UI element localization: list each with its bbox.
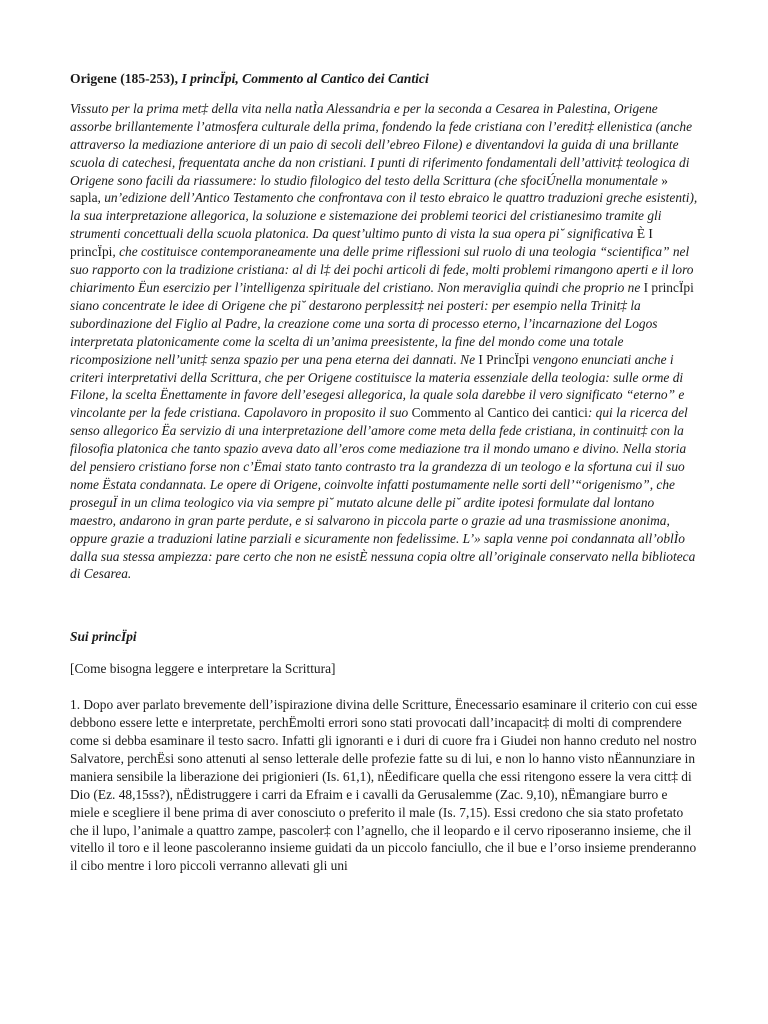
bracket-heading: [Come bisogna leggere e interpretare la Scrittura] bbox=[70, 661, 336, 677]
intro-upright-text: I princÏpi bbox=[640, 279, 694, 295]
intro-upright-text: » sapla bbox=[70, 172, 668, 206]
intro-text: , un’edizione dell’Antico Testamento che confrontava con il testo ebraico le quattro traduzioni greche esistenti), la sua interpretazione allegorica, la soluzione e sistemazione dei problemi teorici del cristianesimo tramite gli strumenti concettuali della scuola platonica. Da quest’ultimo punto di vista la sua opera pi˘ significativa bbox=[70, 190, 698, 242]
intro-upright-text: È I princÏpi bbox=[70, 226, 653, 260]
intro-text: Vissuto per la prima met‡ della vita nella natÌa Alessandria e per la seconda a Cesarea in Palestina, Origene assorbe brillantemente l’atmosfera culturale della prima, fondendo la fede cristiana con l’eredit‡ ellenistica (anche attraverso la mediazione anteriore di un paio di secoli dell’ebreo Filone) e diventandovi la guida di una brillante scuola di catechesi, frequentata anche da non cristiani. I punti di riferimento fondamentali dell’attivit‡ teologica di Origene sono facili da riassumere: lo studio filologico del testo della Scrittura (che sfociÚnella monumentale bbox=[70, 100, 693, 188]
intro-upright-text: I PrincÏpi bbox=[475, 351, 530, 367]
section-heading: Sui princÏpi bbox=[70, 629, 137, 645]
intro-paragraph bbox=[70, 100, 698, 583]
title-author: Origene (185-253), bbox=[70, 71, 178, 86]
intro-text: : qui la ricerca del senso allegorico Ëa servizio di una interpretazione dell’amore come meta della fede cristiana, in continuit‡ con la filosofia platonica che tanto spazio aveva dato all’eros come mediazione tra il mondo umano e divino. Nella storia del pensiero cristiano forse non c’Ëmai stato tanto contrasto tra la grandezza di un teologo e la sfortuna cui il suo nome Ëstata condannata. Le opere di Origene, coinvolte infatti postumamente nelle sorti dell’“origenismo”, che proseguÏ in un clima teologico via via sempre pi˘ mutato alcune delle pi˘ ardite ipotesi formulate dal lontano maestro, andarono in gran parte perdute, e si salvarono in piccola parte o grazie ad una trasmissione anonima, oppure grazie a traduzioni latine parziali e sicuramente non fedelissime. L’» sapla venne poi condannata all’oblÌo dalla sua stessa ampiezza: pare certo che non ne esistÈ nessuna copia oltre all’originale conservato nella biblioteca di Cesarea. bbox=[70, 405, 696, 582]
document-title bbox=[70, 70, 698, 88]
intro-upright-text: Commento al Cantico dei cantici bbox=[408, 405, 588, 421]
intro-text: vengono enunciati anche i criteri interpretativi della Scrittura, che per Origene costituisce la materia essenziale della teologia: sulle orme di Filone, la scelta Ënettamente in favore dell’esegesi allegorica, la quale sola darebbe il vero significato “eterno” e vincolante per la fede cristiana. Capolavoro in proposito il suo bbox=[70, 351, 685, 421]
title-work: I princÏpi, Commento al Cantico dei Cantici bbox=[181, 71, 429, 86]
intro-text: , che costituisce contemporaneamente una delle prime riflessioni sul ruolo di una teologia “scientifica” nel suo rapporto con la tradizione cristiana: al di l‡ dei pochi articoli di fede, molti problemi rimangono aperti e il loro chiarimento Ëun esercizio per l’intelligenza spirituale del cristiano. Non meraviglia quindi che proprio ne bbox=[70, 244, 694, 295]
body-paragraph: 1. Dopo aver parlato brevemente dell’ispirazione divina delle Scritture, Ënecessario esaminare il criterio con cui esse debbono essere lette e interpretate, perchËmolti errori sono stati provocati dall’incapacit‡ di molti di comprendere come si debba esaminare il testo sacro. Infatti gli ignoranti e i duri di cuore fra i Giudei non hanno creduto nel nostro Salvatore, perchËsi sono attenuti al senso letterale delle profezie fatte su di lui, e non lo hanno visto nËannunziare in maniera sensibile la liberazione dei prigionieri (Is. 61,1), nËedificare quella che essi ritengono essere la vera citt‡ di Dio (Ez. 48,15ss?), nËdistruggere i carri da Efraim e i cavalli da Gerusalemme (Zac. 9,10), nËmangiare burro e miele e scegliere il bene prima di aver conosciuto o preferito il male (Is. 7,15). Essi credono che sia stato profetato che il lupo, l’animale a quattro zampe, pascoler‡ con l’agnello, che il leopardo e il cervo riposeranno insieme, che il vitello il toro e il leone pascoleranno insieme guidati da un piccolo fanciullo, che il bue e l’orso insieme prenderanno il cibo mentre i loro piccoli verranno allevati gli uni bbox=[70, 697, 698, 874]
intro-text: siano concentrate le idee di Origene che pi˘ destarono perplessit‡ nei posteri: per esempio nella Trinit‡ la subordinazione del Figlio al Padre, la creazione come una sorta di processo eterno, l’incarnazione del Logos interpretata platonicamente come la scelta di un’anima preesistente, la fine del mondo come una totale ricomposizione nell’unit‡ senza spazio per una pena eterna dei dannati. Ne bbox=[70, 297, 658, 367]
document-page bbox=[70, 70, 698, 875]
